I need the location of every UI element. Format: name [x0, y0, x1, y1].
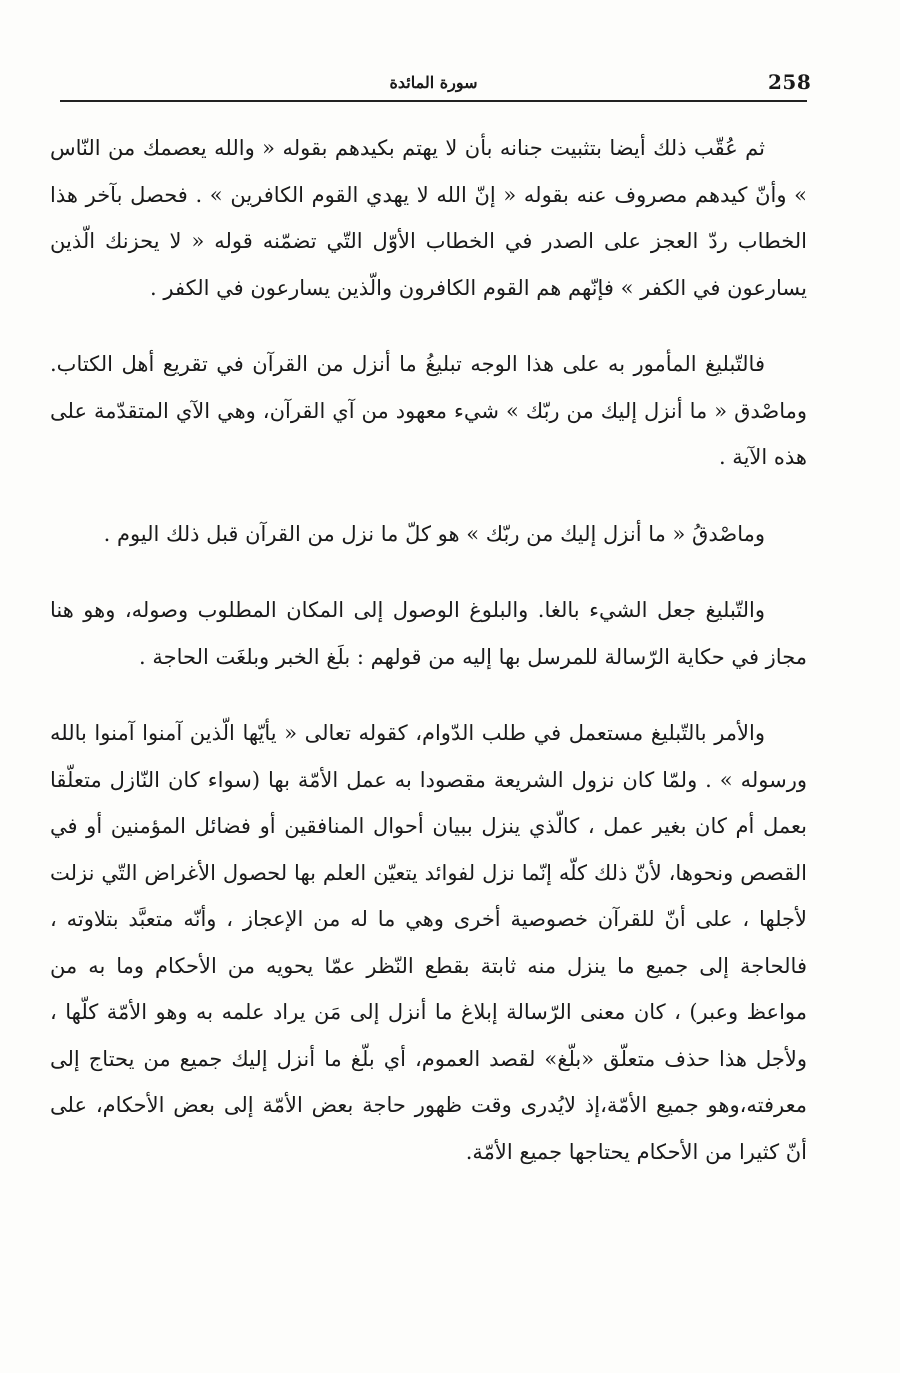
page-number: 258 [768, 70, 812, 94]
paragraph: وماصْدقُ « ما أنزل إليك من ربّك » هو كلّ ما نزل من القرآن قبل ذلك اليوم . [103, 521, 765, 546]
header-rule [60, 100, 807, 102]
paragraph: فالتّبليغ المأمور به على هذا الوجه تبليغُ ما أنزل من القرآن في تقريع أهل الكتاب. وماصْدق « ما أنزل إليك من ربّك » شيء معهود من آي القرآن، وهي الآي المتقدّمة على هذه الآية . [50, 352, 807, 469]
surah-title: سورة المائدة [389, 73, 478, 92]
paragraph: والأمر بالتّبليغ مستعمل في طلب الدّوام، كقوله تعالى « يأيّها الّذين آمنوا آمنوا بالله ورسوله » . ولمّا كان نزول الشريعة مقصودا به عمل الأمّة بها (سواء كان النّازل متعلّقا بعمل أم كان بغير عمل ، كالّذي ينزل ببيان أحوال المنافقين أو فضائل المؤمنين أو في القصص ونحوها، لأنّ ذلك كلّه إنّما نزل لفوائد يتعيّن العلم بها لحصول الأغراض التّي نزلت لأجلها ، على أنّ للقرآن خصوصية أخرى وهي ما له من الإعجاز ، وأنّه متعبَّد بتلاوته ، فالحاجة إلى جميع ما ينزل منه ثابتة بقطع النّظر عمّا يحويه من الأحكام وما به من مواعظ وعبر) ، كان معنى الرّسالة إبلاغ ما أنزل إلى مَن يراد علمه به وهو الأمّة كلّها ، ولأجل هذا حذف متعلّق «بلّغ» لقصد العموم، أي بلّغ ما أنزل إليك جميع من يحتاج إلى معرفته،وهو جميع الأمّة،إذ لايُدرى وقت ظهور حاجة بعض الأمّة إلى بعض الأحكام، على أنّ كثيرا من الأحكام يحتاجها جميع الأمّة. [50, 721, 807, 1164]
page-header [60, 70, 812, 98]
paragraph: ثم عُقّب ذلك أيضا بتثبيت جنانه بأن لا يهتم بكيدهم بقوله « والله يعصمك من النّاس » وأنّ كيدهم مصروف عنه بقوله « إنّ الله لا يهدي القوم الكافرين » . فحصل بآخر هذا الخطاب ردّ العجز على الصدر في الخطاب الأوّل التّي تضمّنه قوله « لا يحزنك الّذين يسارعون في الكفر » فإنّهم هم القوم الكافرون والّذين يسارعون في الكفر . [50, 136, 807, 300]
paragraph: والتّبليغ جعل الشيء بالغا. والبلوغ الوصول إلى المكان المطلوب وصوله، وهو هنا مجاز في حكاية الرّسالة للمرسل بها إليه من قولهم : بلَغ الخبر وبلغَت الحاجة . [50, 598, 807, 669]
page-body [50, 125, 807, 1205]
